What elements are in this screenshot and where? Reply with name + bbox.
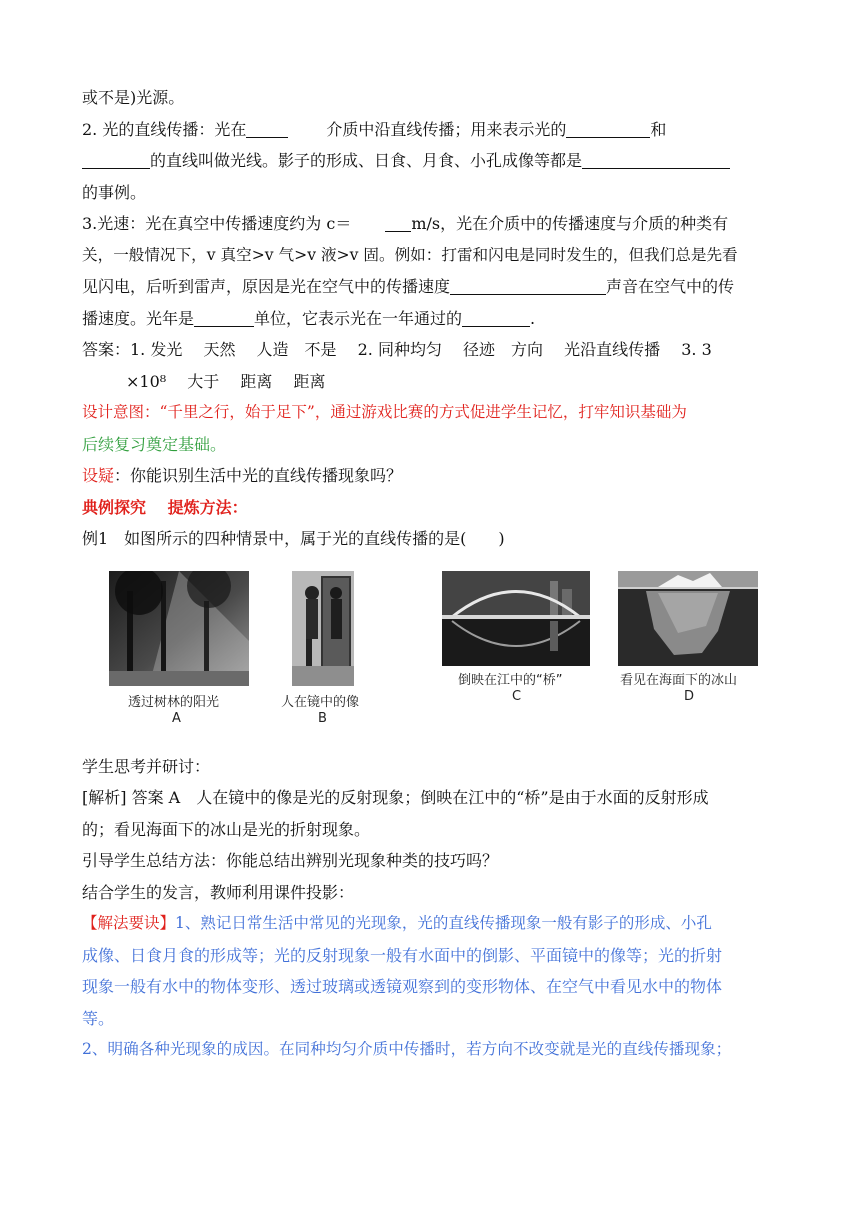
figure-row <box>82 571 782 741</box>
answer-line-2: ×10⁸ 大于 距离 距离 <box>126 371 326 391</box>
bridge-reflection-photo-icon <box>442 571 590 666</box>
forest-sunlight-photo-icon <box>109 571 249 686</box>
blank <box>385 213 411 232</box>
text-line-3: 的直线叫做光线。影子的形成、日食、月食、小孔成像等都是 <box>82 145 782 177</box>
analysis-line-1: [解析] 答案 A 人在镜中的像是光的反射现象；倒映在江中的“桥”是由于水面的反射形成 <box>82 788 709 807</box>
text-line-7: 见闪电，后听到雷声，原因是光在空气中的传播速度 声音在空气中的传 <box>82 277 735 296</box>
blank <box>246 119 288 138</box>
answer-line-1: 答案：1. 发光 天然 人造 不是 2. 同种均匀 径迹 方向 光沿直线传播 3. 3 <box>82 340 712 359</box>
figure-b-letter: B <box>318 710 327 726</box>
analysis-line-2: 的；看见海面下的冰山是光的折射现象。 <box>82 819 371 839</box>
figure-b-caption: 人在镜中的像 <box>281 694 360 710</box>
design-intent-line-2: 后续复习奠定基础。 <box>82 434 227 454</box>
question-line: 设疑：你能识别生活中光的直线传播现象吗？ <box>82 466 403 485</box>
figure-b <box>292 571 354 690</box>
think-line: 学生思考并研讨： <box>82 756 211 776</box>
iceberg-photo-icon <box>618 571 758 666</box>
text-line-2: 2. 光的直线传播：光在 介质中沿直线传播；用来表示光的 和 <box>82 119 667 139</box>
tip-line-1: 【解法要诀】1、熟记日常生活中常见的光现象，光的直线传播现象一般有影子的形成、小孔 <box>82 914 712 932</box>
text-line-1: 或不是)光源。 <box>82 88 185 107</box>
text-line-4: 的事例。 <box>82 182 147 202</box>
figure-d-letter: D <box>684 688 695 704</box>
example-1: 例1 如图所示的四种情景中，属于光的直线传播的是( ) <box>82 529 505 548</box>
figure-d <box>618 571 758 670</box>
document-page <box>82 82 782 1066</box>
tip-line-5: 2、明确各种光现象的成因。在同种均匀介质中传播时，若方向不改变就是光的直线传播现象； <box>82 1040 732 1058</box>
tip-line-3: 现象一般有水中的物体变形、透过玻璃或透镜观察到的变形物体、在空气中看见水中的物体 <box>82 977 723 996</box>
text-line-5: 3.光速：光在真空中传播速度约为 c＝ m/s，光在介质中的传播速度与介质的种类有 <box>82 214 729 233</box>
figure-c <box>442 571 590 670</box>
blank <box>194 308 254 327</box>
section-heading: 典例探究 提炼方法： <box>82 497 248 517</box>
guide-line: 引导学生总结方法：你能总结出辨别光现象种类的技巧吗？ <box>82 851 499 870</box>
mirror-image-photo-icon <box>292 571 354 686</box>
figure-c-caption: 倒映在江中的“桥” <box>458 672 563 688</box>
tip-line-2: 成像、日食月食的形成等；光的反射现象一般有水面中的倒影、平面镜中的像等；光的折射 <box>82 945 723 965</box>
design-intent-line-1: 设计意图：“千里之行，始于足下”，通过游戏比赛的方式促进学生记忆，打牢知识基础为 <box>82 403 687 421</box>
tip-line-4: 等。 <box>82 1008 115 1028</box>
blank <box>582 150 730 169</box>
blank <box>82 150 150 169</box>
text-line-8: 播速度。光年是 单位，它表示光在一年通过的 . <box>82 308 536 328</box>
text-line-6: 关，一般情况下，v 真空>v 气>v 液>v 固。例如：打雷和闪电是同时发生的，但我们总是先看 <box>82 245 738 264</box>
blank <box>462 308 530 327</box>
blank <box>566 119 650 138</box>
figure-c-letter: C <box>512 688 522 704</box>
figure-a-letter: A <box>172 710 181 726</box>
figure-a-caption: 透过树林的阳光 <box>128 694 220 710</box>
blank <box>450 276 606 295</box>
combine-line: 结合学生的发言，教师利用课件投影： <box>82 882 355 902</box>
figure-a <box>109 571 249 690</box>
figure-d-caption: 看见在海面下的冰山 <box>620 672 738 688</box>
